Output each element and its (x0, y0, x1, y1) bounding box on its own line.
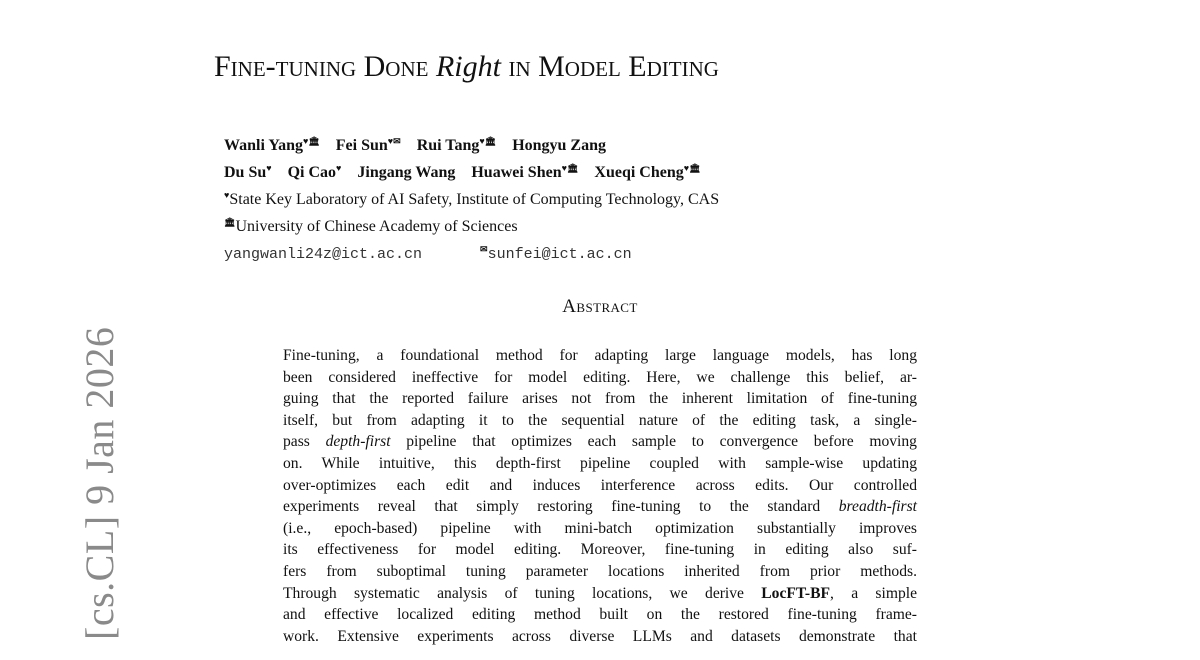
arxiv-side-stamp (24, 326, 122, 660)
affiliation-text: University of Chinese Academy of Sciences (235, 218, 518, 235)
mail-icon: ✉ (480, 244, 488, 254)
abstract-line: Through systematic analysis of tuning locations, we derive LocFT-BF, a simple (283, 584, 917, 602)
abstract-line: (i.e., epoch-based) pipeline with mini-batch optimization substantially improves (283, 519, 917, 537)
paper-title (214, 50, 719, 84)
abstract-line: over-optimizes each edit and induces interference across edits. Our controlled (283, 476, 917, 494)
author-name: Huawei Shen (471, 164, 562, 181)
author-marks: ♥🏛 (561, 163, 579, 173)
affiliation-2 (224, 211, 719, 238)
affiliation-mark: 🏛 (224, 217, 236, 227)
title-part-1: Fine-tuning Done (214, 50, 436, 83)
italic-term: depth-first (325, 433, 391, 451)
author-name: Jingang Wang (357, 164, 456, 181)
italic-term: breadth-first (838, 498, 917, 516)
affiliation-mark: ♥ (224, 190, 230, 200)
abstract-line: work. Extensive experiments across diverse LLMs and datasets demonstrate that (283, 627, 917, 645)
abstract-line: its effectiveness for model editing. Moreover, fine-tuning in editing also suf- (283, 541, 917, 559)
abstract-line: guing that the reported failure arises not from the inherent limitation of fine-tuning (283, 390, 917, 408)
title-italic: Right (435, 50, 501, 83)
abstract-line: itself, but from adapting it to the sequential nature of the editing task, a single- (283, 411, 917, 429)
author-marks: ♥ (336, 163, 342, 173)
affiliation-text: State Key Laboratory of AI Safety, Institute of Computing Technology, CAS (229, 191, 720, 208)
abstract-line: pass depth-first pipeline that optimizes each sample to convergence before moving (283, 433, 917, 451)
author-name: Hongyu Zang (512, 137, 606, 154)
author-marks: ♥ (266, 163, 272, 173)
email-link[interactable]: yangwanli24z@ict.ac.cn (224, 246, 423, 263)
abstract-line: fers from suboptimal tuning parameter locations inherited from prior methods. (283, 562, 917, 580)
abstract-line: on. While intuitive, this depth-first pipeline coupled with sample-wise updating (283, 454, 917, 472)
method-name: LocFT-BF (761, 584, 831, 602)
author-name: Wanli Yang (224, 137, 303, 154)
abstract-body (283, 345, 917, 647)
author-marks: ♥🏛 (683, 163, 701, 173)
author-row-2 (224, 157, 719, 184)
abstract-line: experiments reveal that simply restoring fine-tuning to the standard breadth-first (283, 498, 917, 516)
abstract-line: Fine-tuning, a foundational method for adapting large language models, has long (283, 347, 917, 364)
author-name: Rui Tang (416, 137, 480, 154)
author-name: Du Su (224, 164, 267, 181)
abstract-line: and effective localized editing method built on the restored fine-tuning frame- (283, 606, 917, 624)
affiliation-1 (224, 184, 719, 211)
title-part-2: in Model Editing (500, 50, 719, 83)
author-row-1 (224, 130, 719, 157)
arxiv-stamp-text: [cs.CL] 9 Jan 2026 (77, 326, 122, 640)
author-name: Xueqi Cheng (594, 164, 684, 181)
author-name: Qi Cao (287, 164, 337, 181)
author-marks: ♥🏛 (303, 136, 320, 146)
author-name: Fei Sun (335, 137, 388, 154)
abstract-heading: Abstract (562, 296, 638, 317)
author-marks: ♥🏛 (479, 136, 497, 146)
abstract-line: been considered ineffective for model editing. Here, we challenge this belief, ar- (283, 368, 917, 386)
author-block (224, 130, 719, 266)
email-row (224, 238, 719, 266)
author-marks: ♥✉ (387, 136, 401, 146)
email-link[interactable]: sunfei@ict.ac.cn (487, 246, 632, 263)
